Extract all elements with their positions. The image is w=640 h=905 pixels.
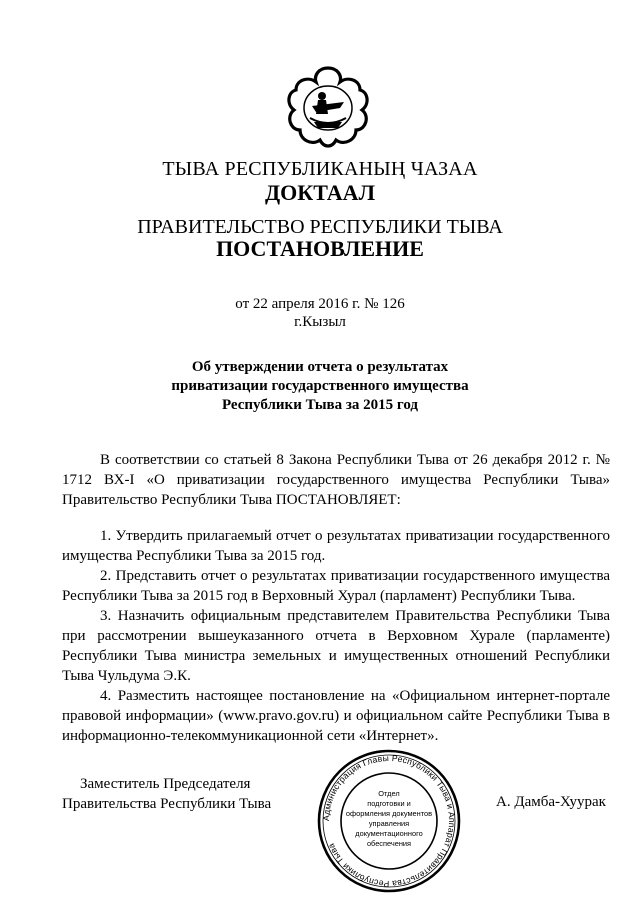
resolution-item-4: 4. Разместить настоящее постановление на «Официальном интернет-портале правовой информации» (www.pravo.gov.ru) и официальном сайте Республики Тыва в информационно-телекоммуникационной сети «Интернет».	[62, 688, 610, 744]
title-line: приватизации государственного имущества	[171, 378, 469, 394]
stamp-center-line: подготовки и	[367, 799, 411, 808]
stamp-ring-text: Администрация Главы Республики Тыва и Аппарат Правительства Республики Тыва	[320, 752, 458, 890]
preamble-paragraph: В соответствии со статьей 8 Закона Республики Тыва от 26 декабря 2012 г. № 1712 ВХ-I «О приватизации государственного имущества Республики Тыва» Правительство Республики Тыва ПОСТАНОВЛЯЕТ:	[62, 452, 610, 508]
resolution-item-2: 2. Представить отчет о результатах приватизации государственного имущества Республики Тыва за 2015 год в Верховный Хурал (парламент) Республики Тыва.	[62, 568, 610, 604]
document-title	[0, 358, 640, 415]
resolution-item-1: 1. Утвердить прилагаемый отчет о результатах приватизации государственного имущества Республики Тыва за 2015 год.	[62, 528, 610, 564]
signatory-position-line: Правительства Республики Тыва	[62, 796, 272, 812]
document-city: г.Кызыл	[294, 314, 346, 330]
resolution-item-3: 3. Назначить официальным представителем Правительства Республики Тыва при рассмотрении вышеуказанного отчета в Верховном Хурале (парламенте) Республики Тыва министра земельных и имущественных отношений Республики Тыва Чульдума Э.К.	[62, 608, 610, 684]
title-line: Республики Тыва за 2015 год	[221, 397, 419, 413]
signatory-position-line: Заместитель Председателя	[80, 776, 251, 792]
signatory-name: А. Дамба-Хуурак	[496, 794, 606, 810]
stamp-center-line: Отдел	[378, 789, 400, 798]
coat-of-arms-icon	[282, 62, 374, 154]
signatory-position	[62, 774, 271, 814]
stamp-center-line: оформления документов	[345, 809, 433, 818]
government-name: ПРАВИТЕЛЬСТВО РЕСПУБЛИКИ ТЫВА	[137, 216, 503, 238]
tyva-document-type: ДОКТААЛ	[265, 180, 375, 205]
resolution-items	[62, 526, 610, 746]
document-date-number: от 22 апреля 2016 г. № 126	[235, 296, 405, 312]
stamp-center-line: управления	[368, 819, 410, 828]
stamp-center-line: документационного	[355, 829, 423, 838]
document-type: ПОСТАНОВЛЕНИЕ	[216, 236, 424, 261]
title-line: Об утверждении отчета о результатах	[191, 359, 449, 375]
official-stamp	[316, 748, 462, 894]
stamp-center-line: обеспечения	[366, 839, 412, 848]
tyva-government-name: ТЫВА РЕСПУБЛИКАНЫҢ ЧАЗАА	[162, 158, 478, 180]
